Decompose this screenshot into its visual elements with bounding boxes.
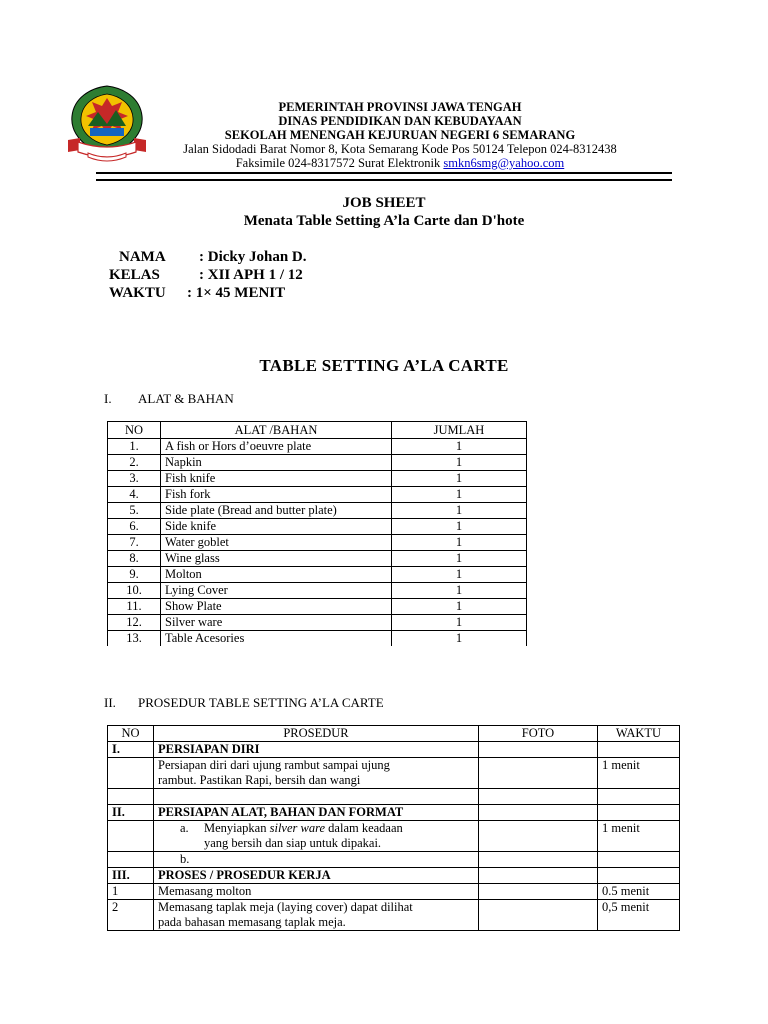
header-line-contact (150, 156, 650, 170)
row-qty: 1 (392, 487, 527, 503)
procedure-line: Memasang taplak meja (laying cover) dapat dilihat (158, 900, 413, 914)
row-procedure: PERSIAPAN DIRI (154, 742, 479, 758)
row-time (598, 868, 680, 884)
row-item: Molton (161, 567, 392, 583)
table-row (108, 789, 680, 805)
row-no (108, 758, 154, 789)
row-no: 12. (108, 615, 161, 631)
row-qty: 1 (392, 519, 527, 535)
row-item: Wine glass (161, 551, 392, 567)
col-time: WAKTU (598, 726, 680, 742)
table-row (108, 852, 680, 868)
row-item: Silver ware (161, 615, 392, 631)
row-procedure (154, 900, 479, 931)
nama-label: NAMA (119, 249, 166, 265)
row-qty: 1 (392, 615, 527, 631)
row-qty: 1 (392, 471, 527, 487)
doc-subtitle: Menata Table Setting A’la Carte dan D'hote (243, 213, 525, 229)
row-no (108, 821, 154, 852)
row-qty: 1 (392, 631, 527, 647)
kelas-value: : XII APH 1 / 12 (199, 267, 303, 283)
row-no: 2. (108, 455, 161, 471)
row-time (598, 742, 680, 758)
row-no: 9. (108, 567, 161, 583)
table-row (108, 567, 527, 583)
header-line-province: PEMERINTAH PROVINSI JAWA TENGAH (278, 100, 522, 114)
col-procedure: PROSEDUR (154, 726, 479, 742)
col-qty: JUMLAH (392, 422, 527, 439)
procedure-line: pada bahasan memasang taplak meja. (158, 915, 346, 929)
row-item: A fish or Hors d’oeuvre plate (161, 439, 392, 455)
header-line-agency: DINAS PENDIDIKAN DAN KEBUDAYAAN (278, 114, 522, 128)
doc-title: JOB SHEET (342, 195, 426, 211)
row-photo (479, 852, 598, 868)
email-link[interactable]: smkn6smg@yahoo.com (443, 156, 565, 170)
table-row (108, 439, 527, 455)
section1-num: I. (104, 391, 112, 406)
row-procedure (154, 821, 479, 852)
row-no: 2 (108, 900, 154, 931)
tools-table (107, 421, 527, 646)
row-item: Napkin (161, 455, 392, 471)
row-photo (479, 900, 598, 931)
col-no: NO (108, 422, 161, 439)
row-qty: 1 (392, 599, 527, 615)
row-item: Table Acesories (161, 631, 392, 647)
section2-heading (104, 695, 384, 711)
table-row (108, 583, 527, 599)
row-no: 1 (108, 884, 154, 900)
row-photo (479, 789, 598, 805)
procedure-line: rambut. Pastikan Rapi, bersih dan wangi (158, 773, 361, 787)
header-line-address: Jalan Sidodadi Barat Nomor 8, Kota Semarang Kode Pos 50124 Telepon 024-8312438 (183, 142, 617, 156)
row-no: I. (108, 742, 154, 758)
row-no (108, 852, 154, 868)
row-time (598, 805, 680, 821)
row-no: II. (108, 805, 154, 821)
kelas-label: KELAS (109, 267, 160, 283)
item-letter: a. (180, 821, 189, 835)
section1-title: ALAT & BAHAN (138, 391, 234, 406)
table-row (108, 503, 527, 519)
row-time (598, 852, 680, 868)
row-item: Fish knife (161, 471, 392, 487)
row-procedure: PROSES / PROSEDUR KERJA (154, 868, 479, 884)
row-item: Lying Cover (161, 583, 392, 599)
row-procedure (154, 758, 479, 789)
header-separator (96, 172, 672, 181)
table-row (108, 868, 680, 884)
row-qty: 1 (392, 503, 527, 519)
procedure-line: Persiapan diri dari ujung rambut sampai ujung (158, 758, 390, 772)
table-row (108, 805, 680, 821)
table-row (108, 519, 527, 535)
row-procedure: PERSIAPAN ALAT, BAHAN DAN FORMAT (154, 805, 479, 821)
row-photo (479, 868, 598, 884)
row-no: 1. (108, 439, 161, 455)
identity-waktu (109, 285, 285, 302)
row-no (108, 789, 154, 805)
row-qty: 1 (392, 583, 527, 599)
item-letter: b. (180, 852, 190, 866)
section2-num: II. (104, 695, 116, 710)
row-no: 6. (108, 519, 161, 535)
table-row (108, 487, 527, 503)
row-no: 8. (108, 551, 161, 567)
table-row (108, 455, 527, 471)
procedure-line (158, 821, 474, 836)
row-procedure (154, 852, 479, 868)
provincial-logo (62, 82, 152, 164)
row-time: 1 menit (598, 758, 680, 789)
row-item: Water goblet (161, 535, 392, 551)
table-row (108, 631, 527, 647)
section2-title: PROSEDUR TABLE SETTING A’LA CARTE (138, 695, 384, 710)
row-item: Show Plate (161, 599, 392, 615)
table-row (108, 758, 680, 789)
table-row (108, 900, 680, 931)
row-photo (479, 821, 598, 852)
row-item: Fish fork (161, 487, 392, 503)
table-row (108, 551, 527, 567)
row-qty: 1 (392, 439, 527, 455)
row-no: 7. (108, 535, 161, 551)
row-time (598, 789, 680, 805)
row-photo (479, 884, 598, 900)
contact-text: Faksimile 024-8317572 Surat Elektronik (235, 156, 444, 170)
row-no: 3. (108, 471, 161, 487)
procedure-text: dalam keadaan (325, 821, 403, 835)
row-photo (479, 805, 598, 821)
waktu-value: : 1× 45 MENIT (187, 285, 286, 301)
row-item: Side knife (161, 519, 392, 535)
procedure-header-row (108, 726, 680, 742)
table-row (108, 615, 527, 631)
row-no: 10. (108, 583, 161, 599)
procedure-line: yang bersih dan siap untuk dipakai. (204, 836, 382, 850)
table-row (108, 742, 680, 758)
table-row (108, 884, 680, 900)
table-row (108, 599, 527, 615)
row-qty: 1 (392, 567, 527, 583)
section1-heading (104, 391, 234, 407)
waktu-label: WAKTU (109, 285, 166, 301)
procedure-text: Menyiapkan (204, 821, 270, 835)
procedure-table (107, 725, 680, 931)
header-line-school: SEKOLAH MENENGAH KEJURUAN NEGERI 6 SEMARANG (224, 128, 576, 142)
row-qty: 1 (392, 551, 527, 567)
row-no: 4. (108, 487, 161, 503)
row-no: III. (108, 868, 154, 884)
row-time: 0,5 menit (598, 900, 680, 931)
row-qty: 1 (392, 535, 527, 551)
row-time: 0.5 menit (598, 884, 680, 900)
row-photo (479, 758, 598, 789)
tools-header-row (108, 422, 527, 439)
identity-kelas (109, 267, 303, 284)
row-qty: 1 (392, 455, 527, 471)
row-procedure: Memasang molton (154, 884, 479, 900)
row-no: 13. (108, 631, 161, 647)
nama-value: : Dicky Johan D. (199, 249, 307, 265)
row-no: 11. (108, 599, 161, 615)
row-photo (479, 742, 598, 758)
col-no: NO (108, 726, 154, 742)
col-item: ALAT /BAHAN (161, 422, 392, 439)
table-row (108, 535, 527, 551)
row-procedure (154, 789, 479, 805)
table-row (108, 821, 680, 852)
section-title: TABLE SETTING A’LA CARTE (259, 356, 509, 375)
table-row (108, 471, 527, 487)
col-photo: FOTO (479, 726, 598, 742)
row-item: Side plate (Bread and butter plate) (161, 503, 392, 519)
row-time: 1 menit (598, 821, 680, 852)
identity-nama (119, 249, 307, 266)
row-no: 5. (108, 503, 161, 519)
procedure-italic: silver ware (269, 821, 326, 835)
